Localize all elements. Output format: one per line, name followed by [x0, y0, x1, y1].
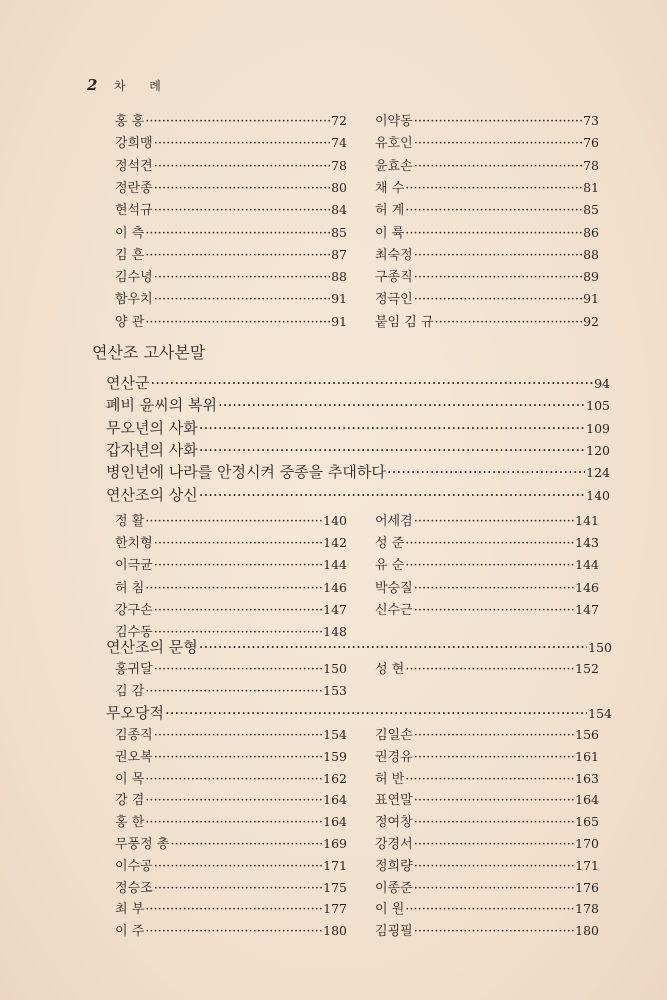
toc-entry-title: 권경유	[375, 749, 413, 765]
dot-leader	[405, 226, 582, 241]
toc-entry	[375, 724, 599, 743]
toc-entry-title: 이 주	[115, 924, 145, 940]
dot-leader	[145, 248, 330, 263]
toc-entry	[115, 288, 347, 307]
toc-entry	[115, 898, 347, 917]
toc-entry-title: 정여창	[375, 815, 413, 831]
toc-entry-title: 정 활	[115, 514, 145, 529]
toc-entry-page: 154	[323, 727, 347, 742]
dot-leader	[154, 728, 322, 743]
toc-entry	[115, 680, 347, 699]
toc-entry-title: 현석규	[115, 203, 153, 219]
toc-entry-title: 이종준	[375, 880, 413, 896]
dot-leader	[154, 603, 322, 618]
toc-entry-page: 86	[583, 224, 599, 240]
toc-entry-title: 무오당적	[106, 704, 164, 722]
dot-leader	[414, 924, 574, 939]
toc-entry-page: 147	[575, 601, 599, 617]
toc-entry-title: 정희량	[375, 858, 413, 874]
toc-entry	[115, 746, 347, 765]
toc-entry-page: 146	[575, 579, 599, 595]
dot-leader	[145, 772, 322, 787]
toc-entry-title: 연산조의 상신	[106, 485, 198, 504]
toc-entry	[115, 199, 347, 218]
toc-entry	[115, 155, 347, 174]
toc-entry-title: 강희맹	[115, 136, 153, 152]
toc-entry	[375, 877, 599, 896]
toc-entry-page: 143	[575, 535, 599, 551]
toc-entry	[115, 222, 347, 241]
toc-entry-title: 정란종	[115, 180, 153, 196]
dot-leader	[199, 419, 585, 437]
toc-entry-page: 92	[583, 313, 599, 329]
dot-leader	[145, 902, 322, 917]
toc-entry-page: 140	[586, 487, 610, 503]
toc-entry-title: 이 측	[115, 225, 145, 241]
toc-entry	[375, 855, 599, 874]
toc-entry	[375, 898, 599, 917]
toc-entry-title: 최 부	[115, 902, 145, 918]
dot-leader	[199, 486, 585, 504]
toc-entry-title: 구종직	[375, 270, 413, 286]
toc-entry	[375, 222, 599, 241]
toc-entry-title: 김종직	[115, 728, 153, 743]
toc-entry-title: 정석견	[115, 158, 153, 174]
section-title: 연산조 고사본말	[92, 343, 206, 362]
toc-entry-title: 김굉필	[375, 924, 413, 940]
dot-leader	[165, 704, 587, 722]
toc-entry	[106, 439, 610, 460]
toc-entry	[375, 311, 599, 330]
toc-entry	[115, 658, 347, 677]
dot-leader	[218, 396, 585, 414]
toc-entry-title: 최숙정	[375, 247, 413, 263]
toc-entry	[375, 132, 599, 151]
toc-entry-page: 73	[583, 113, 599, 128]
toc-entry-page: 169	[323, 836, 347, 851]
toc-entry-page: 140	[323, 513, 347, 528]
toc-entry-page: 176	[575, 879, 599, 895]
toc-entry-title: 이 목	[115, 771, 145, 787]
toc-entry	[375, 532, 599, 551]
toc-entry	[115, 855, 347, 874]
toc-entry	[115, 833, 347, 852]
dot-leader	[414, 292, 582, 307]
toc-entry-title: 이 원	[375, 902, 405, 918]
dot-leader	[414, 859, 574, 874]
toc-entry-page: 141	[575, 513, 599, 528]
toc-entry-page: 80	[331, 179, 347, 195]
toc-entry	[375, 920, 599, 939]
toc-entry	[115, 266, 347, 285]
toc-entry-page: 164	[323, 792, 347, 808]
dot-leader	[154, 881, 322, 896]
toc-entry-page: 120	[586, 442, 610, 458]
dot-leader	[414, 514, 574, 529]
toc-entry-page: 170	[575, 836, 599, 851]
dot-leader	[154, 292, 330, 307]
toc-entry-title: 이약동	[375, 114, 413, 129]
dot-leader	[154, 136, 330, 151]
dot-leader	[387, 463, 585, 481]
dot-leader	[405, 558, 574, 573]
toc-entry-title: 붙임 김 규	[375, 314, 434, 330]
toc-entry-title: 강구손	[115, 602, 153, 618]
toc-entry-page: 162	[323, 770, 347, 786]
dot-leader	[405, 203, 582, 218]
toc-entry-page: 78	[331, 157, 347, 173]
toc-entry	[375, 554, 599, 573]
toc-entry-page: 88	[331, 269, 347, 285]
toc-entry-title: 채 수	[375, 180, 405, 196]
toc-entry	[375, 746, 599, 765]
toc-entry	[375, 288, 599, 307]
toc-entry-page: 159	[323, 748, 347, 764]
toc-entry-page: 152	[575, 661, 599, 676]
toc-entry-page: 91	[583, 291, 599, 307]
dot-leader	[414, 159, 582, 174]
toc-entry-page: 91	[331, 313, 347, 329]
toc-entry	[106, 461, 610, 482]
dot-leader	[414, 881, 574, 896]
toc-entry-title: 박숭질	[375, 580, 413, 596]
toc-entry-title: 김수녕	[115, 270, 153, 286]
toc-entry-title: 신수근	[375, 602, 413, 618]
toc-entry	[375, 599, 599, 618]
toc-entry-page: 87	[331, 246, 347, 262]
dot-leader	[414, 114, 582, 129]
toc-entry-title: 한치형	[115, 536, 153, 552]
toc-entry	[115, 920, 347, 939]
toc-entry-title: 허 침	[115, 580, 145, 596]
dot-leader	[154, 558, 322, 573]
dot-leader	[154, 159, 330, 174]
toc-entry-title: 어세겸	[375, 514, 413, 529]
dot-leader	[414, 728, 574, 743]
toc-entry-page: 147	[323, 601, 347, 617]
toc-entry	[115, 110, 347, 129]
toc-entry-page: 178	[575, 901, 599, 917]
toc-entry-page: 180	[575, 923, 599, 939]
dot-leader	[435, 315, 583, 330]
toc-entry	[115, 532, 347, 551]
toc-entry-page: 177	[323, 901, 347, 917]
toc-entry	[375, 510, 599, 529]
toc-entry-title: 이극균	[115, 558, 153, 574]
toc-entry-page: 94	[594, 376, 610, 391]
dot-leader	[154, 750, 322, 765]
dot-leader	[154, 181, 330, 196]
toc-entry	[115, 789, 347, 808]
dot-leader	[414, 815, 574, 830]
toc-entry-page: 124	[586, 465, 610, 481]
toc-entry	[375, 768, 599, 787]
toc-entry-page: 175	[323, 879, 347, 895]
toc-entry-title: 홍 홍	[115, 114, 145, 129]
toc-entry-page: 163	[575, 770, 599, 786]
toc-entry-title: 양 관	[115, 314, 145, 330]
toc-entry-title: 김 흔	[115, 247, 145, 263]
dot-leader	[154, 270, 330, 285]
toc-entry-title: 강경서	[375, 837, 413, 852]
toc-entry	[115, 877, 347, 896]
toc-entry	[115, 599, 347, 618]
toc-entry-title: 정승조	[115, 880, 153, 896]
toc-entry-page: 150	[588, 640, 612, 655]
dot-leader	[154, 859, 322, 874]
toc-entry	[115, 554, 347, 573]
toc-entry-title: 강 겸	[115, 793, 145, 809]
toc-entry-title: 권오복	[115, 749, 153, 765]
toc-entry-page: 76	[583, 135, 599, 151]
toc-entry	[115, 244, 347, 263]
toc-entry-page: 85	[331, 224, 347, 240]
dot-leader	[414, 136, 582, 151]
toc-entry-title: 이 륙	[375, 225, 405, 241]
toc-entry-page: 85	[583, 202, 599, 218]
toc-entry	[106, 417, 610, 438]
toc-entry-page: 109	[586, 420, 610, 436]
toc-entry-title: 김 감	[115, 684, 145, 700]
toc-entry-page: 156	[575, 727, 599, 742]
dot-leader	[414, 793, 574, 808]
dot-leader	[405, 181, 582, 196]
dot-leader	[170, 837, 322, 852]
toc-entry-page: 142	[323, 535, 347, 551]
toc-entry	[106, 702, 612, 723]
dot-leader	[405, 772, 574, 787]
toc-entry-page: 164	[323, 814, 347, 830]
toc-entry	[375, 789, 599, 808]
toc-entry-title: 정극인	[375, 292, 413, 308]
toc-entry-title: 폐비 윤씨의 복위	[106, 396, 217, 415]
toc-entry-title: 허 반	[375, 771, 405, 787]
toc-entry-title: 허 계	[375, 203, 405, 219]
toc-entry	[106, 636, 612, 657]
dot-leader	[145, 684, 322, 699]
toc-entry-page: 78	[583, 157, 599, 173]
toc-entry-page: 89	[583, 269, 599, 285]
toc-entry-page: 72	[331, 113, 347, 128]
dot-leader	[145, 815, 322, 830]
toc-entry	[115, 724, 347, 743]
toc-entry-title: 이수공	[115, 858, 153, 874]
dot-leader	[414, 837, 574, 852]
toc-entry	[375, 833, 599, 852]
dot-leader	[154, 662, 322, 677]
toc-entry	[106, 372, 610, 393]
page-number: 2	[87, 76, 98, 94]
toc-entry-title: 표연말	[375, 793, 413, 809]
toc-entry-title: 병인년에 나라를 안정시켜 중종을 추대하다	[106, 463, 386, 482]
toc-entry	[375, 110, 599, 129]
toc-entry-page: 91	[331, 291, 347, 307]
toc-entry-page: 154	[588, 706, 612, 721]
dot-leader	[145, 793, 322, 808]
toc-entry	[106, 484, 610, 505]
header-title: 차 례	[113, 79, 171, 93]
toc-entry-title: 연산조의 문형	[106, 638, 198, 656]
toc-entry	[375, 577, 599, 596]
toc-entry-title: 유 순	[375, 558, 405, 574]
toc-entry	[115, 510, 347, 529]
toc-entry-page: 144	[323, 557, 347, 573]
toc-entry-page: 171	[323, 857, 347, 873]
dot-leader	[414, 750, 574, 765]
toc-entry-page: 81	[583, 179, 599, 195]
toc-entry-page: 105	[586, 398, 610, 414]
dot-leader	[150, 374, 593, 392]
toc-entry	[375, 266, 599, 285]
toc-entry-page: 88	[583, 246, 599, 262]
toc-entry-title: 성 현	[375, 662, 405, 677]
dot-leader	[199, 638, 587, 656]
toc-entry	[106, 394, 610, 415]
toc-entry-title: 홍 한	[115, 815, 145, 831]
toc-entry-page: 180	[323, 923, 347, 939]
dot-leader	[414, 270, 582, 285]
toc-entry-title: 홍귀달	[115, 662, 153, 677]
toc-entry	[375, 811, 599, 830]
toc-entry-page: 84	[331, 202, 347, 218]
toc-entry-page: 144	[575, 557, 599, 573]
toc-entry-title: 무풍정 총	[115, 837, 170, 852]
dot-leader	[145, 226, 330, 241]
dot-leader	[154, 203, 330, 218]
toc-entry-page: 146	[323, 579, 347, 595]
dot-leader	[145, 514, 322, 529]
dot-leader	[145, 924, 322, 939]
dot-leader	[405, 536, 574, 551]
toc-entry-title: 무오년의 사화	[106, 418, 198, 437]
toc-entry-page: 150	[323, 661, 347, 676]
toc-entry-page: 161	[575, 748, 599, 764]
dot-leader	[145, 315, 330, 330]
toc-entry-page: 153	[323, 683, 347, 699]
toc-entry	[375, 155, 599, 174]
toc-entry	[375, 658, 599, 677]
toc-entry	[115, 768, 347, 787]
dot-leader	[405, 662, 574, 677]
dot-leader	[414, 603, 574, 618]
toc-entry	[115, 311, 347, 330]
toc-entry-title: 성 준	[375, 536, 405, 552]
toc-entry-page: 74	[331, 135, 347, 151]
toc-entry	[115, 132, 347, 151]
toc-entry	[375, 244, 599, 263]
dot-leader	[414, 581, 574, 596]
toc-entry-title: 연산군	[106, 374, 150, 392]
toc-entry-title: 김일손	[375, 728, 413, 743]
dot-leader	[199, 441, 585, 459]
toc-entry	[115, 811, 347, 830]
dot-leader	[145, 581, 322, 596]
toc-entry-page: 171	[575, 857, 599, 873]
toc-entry	[375, 177, 599, 196]
toc-entry-title: 유호인	[375, 136, 413, 152]
toc-entry-title: 윤효손	[375, 158, 413, 174]
dot-leader	[405, 902, 574, 917]
toc-entry-title: 김수동	[115, 625, 153, 640]
toc-entry	[375, 199, 599, 218]
toc-entry-page: 148	[323, 624, 347, 639]
toc-entry-title: 함우치	[115, 292, 153, 308]
toc-entry	[115, 177, 347, 196]
dot-leader	[145, 114, 330, 129]
dot-leader	[414, 248, 582, 263]
dot-leader	[154, 536, 322, 551]
toc-entry	[115, 577, 347, 596]
toc-entry-title: 갑자년의 사화	[106, 440, 198, 459]
toc-entry-page: 165	[575, 814, 599, 830]
toc-entry-page: 164	[575, 792, 599, 808]
